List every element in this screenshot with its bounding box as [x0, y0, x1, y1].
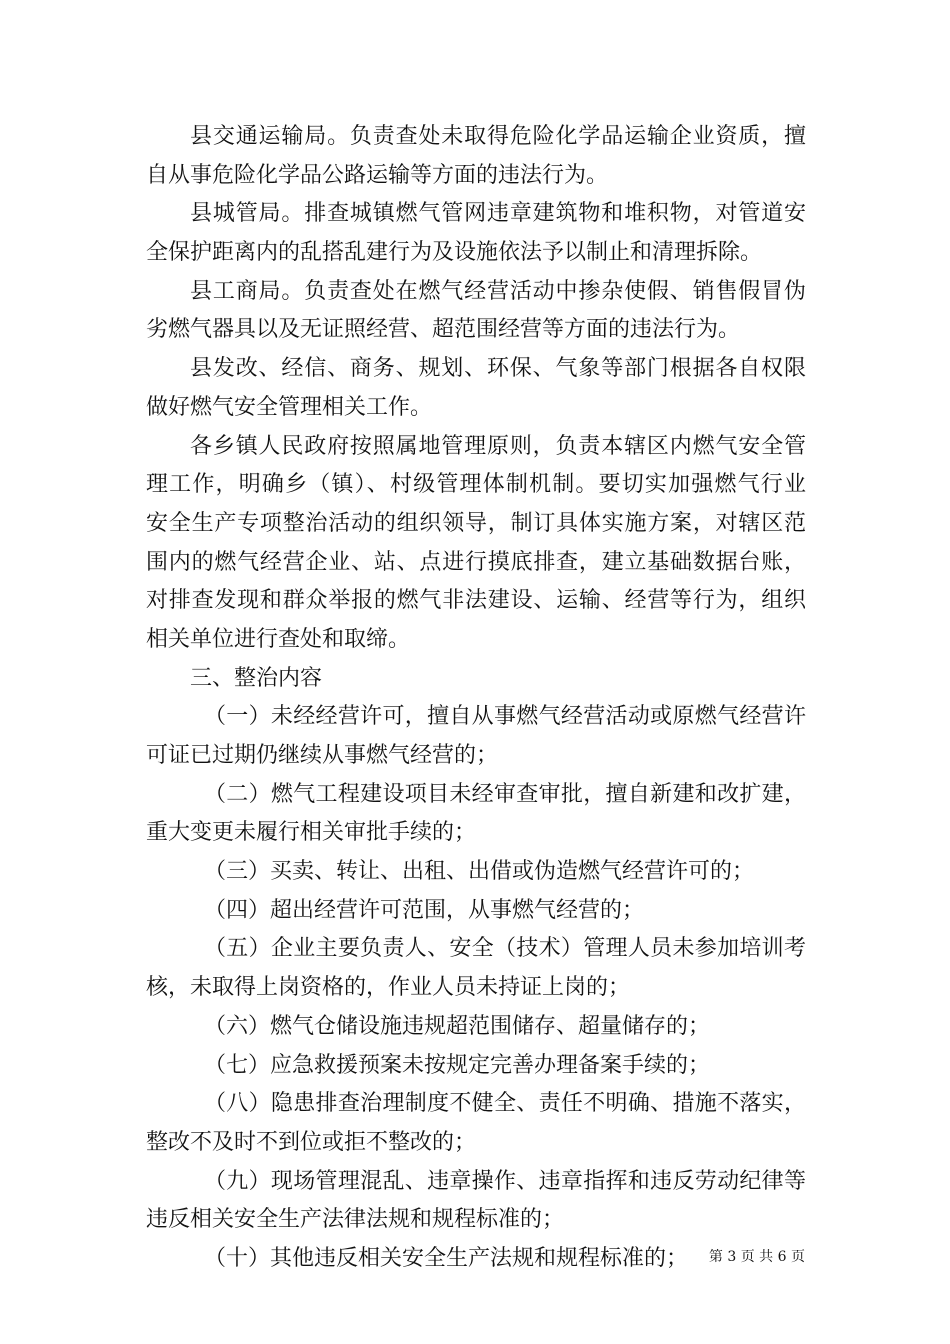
document-body [146, 118, 806, 1279]
text-line: 县发改、经信、商务、规划、环保、气象等部门根据各自权限 [190, 356, 806, 382]
paragraph-transport-bureau [146, 118, 806, 195]
text-line: （七）应急救援预案未按规定完善办理备案手续的； [204, 1052, 711, 1078]
text-line: 对排查发现和群众举报的燃气非法建设、运输、经营等行为，组织 [146, 588, 806, 614]
text-line: 县城管局。排查城镇燃气管网违章建筑物和堆积物，对管道安 [190, 201, 806, 227]
list-item-9 [146, 1163, 806, 1240]
list-item-4 [146, 892, 806, 931]
text-line: （二）燃气工程建设项目未经审查审批，擅自新建和改扩建， [204, 781, 806, 807]
list-item-8 [146, 1085, 806, 1162]
text-line: 县工商局。负责查处在燃气经营活动中掺杂使假、销售假冒伪 [190, 278, 806, 304]
paragraph-commerce-bureau [146, 273, 806, 350]
text-line: 相关单位进行查处和取缔。 [146, 626, 411, 652]
text-line: 违反相关安全生产法律法规和规程标准的； [146, 1207, 565, 1233]
text-line: 可证已过期仍继续从事燃气经营的； [146, 743, 499, 768]
paragraph-other-departments [146, 350, 806, 427]
text-line: 做好燃气安全管理相关工作。 [146, 394, 433, 420]
list-item-10 [146, 1240, 806, 1279]
text-line: 县交通运输局。负责查处未取得危险化学品运输企业资质，擅 [190, 124, 806, 149]
text-line: 自从事危险化学品公路运输等方面的违法行为。 [146, 162, 609, 188]
list-item-1 [146, 698, 806, 775]
text-line: 核，未取得上岗资格的，作业人员未持证上岗的； [146, 975, 631, 1001]
text-line: （五）企业主要负责人、安全（技术）管理人员未参加培训考 [204, 936, 806, 962]
text-line: （六）燃气仓储设施违规超范围储存、超量储存的； [204, 1013, 711, 1039]
list-item-7 [146, 1047, 806, 1086]
text-line: （九）现场管理混乱、违章操作、违章指挥和违反劳动纪律等 [204, 1168, 806, 1194]
text-line: （三）买卖、转让、出租、出借或伪造燃气经营许可的； [204, 859, 755, 885]
page-number: 第 3 页 共 6 页 [708, 1249, 805, 1265]
text-line: （八）隐患排查治理制度不健全、责任不明确、措施不落实， [204, 1091, 806, 1117]
list-item-3 [146, 853, 806, 892]
text-line: （十）其他违反相关安全生产法规和规程标准的； [204, 1245, 689, 1271]
text-line: （一）未经经营许可，擅自从事燃气经营活动或原燃气经营许 [204, 704, 806, 730]
paragraph-township-governments [146, 428, 806, 660]
text-line: 重大变更未履行相关审批手续的； [146, 820, 477, 846]
text-line: 各乡镇人民政府按照属地管理原则，负责本辖区内燃气安全管 [190, 433, 806, 459]
text-line: 整改不及时不到位或拒不整改的； [146, 1129, 477, 1155]
section-heading: 三、整治内容 [190, 665, 323, 691]
text-line: 劣燃气器具以及无证照经营、超范围经营等方面的违法行为。 [146, 317, 741, 343]
list-item-2 [146, 776, 806, 853]
text-line: 全保护距离内的乱搭乱建行为及设施依法予以制止和清理拆除。 [146, 240, 763, 266]
paragraph-urban-management [146, 195, 806, 272]
text-line: （四）超出经营许可范围，从事燃气经营的； [204, 897, 645, 923]
text-line: 理工作，明确乡（镇）、村级管理体制机制。要切实加强燃气行业 [146, 472, 806, 498]
list-item-5 [146, 930, 806, 1007]
text-line: 安全生产专项整治活动的组织领导，制订具体实施方案，对辖区范 [146, 510, 806, 536]
text-line: 围内的燃气经营企业、站、点进行摸底排查，建立基础数据台账， [146, 549, 806, 575]
list-item-6 [146, 1008, 806, 1047]
